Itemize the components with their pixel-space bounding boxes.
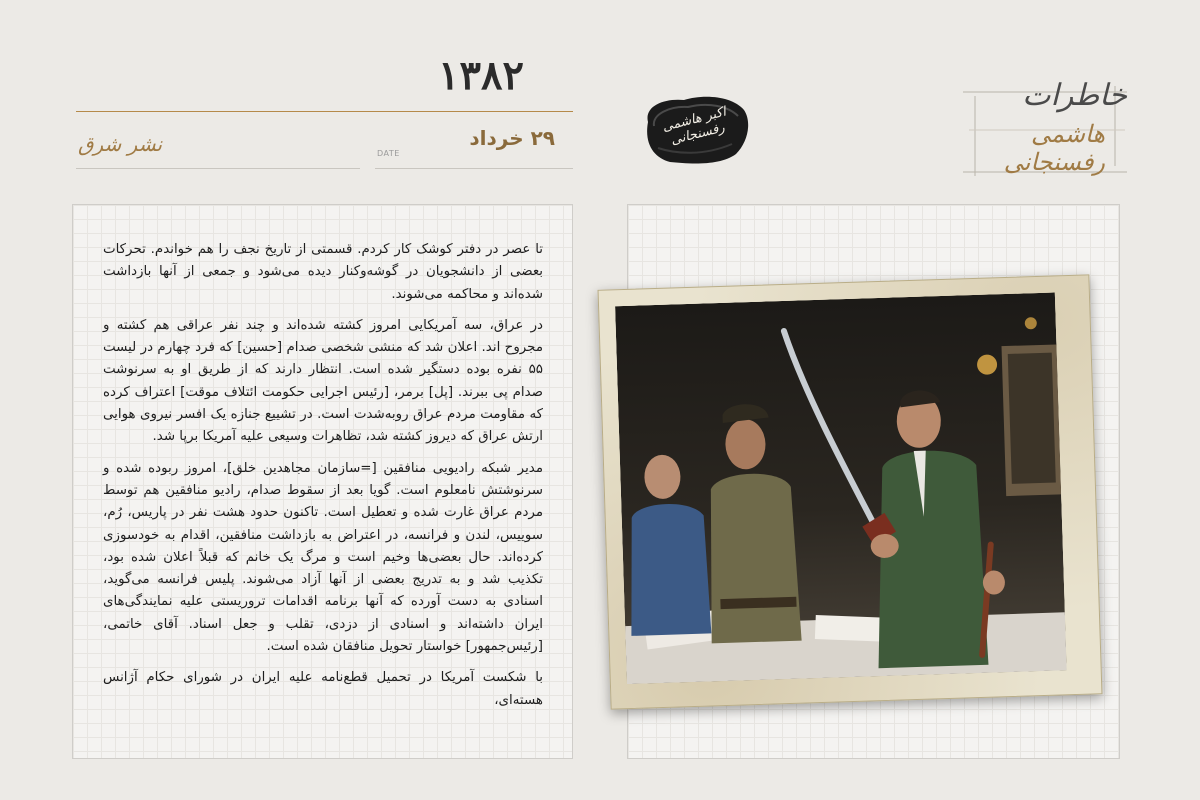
paragraph: تا عصر در دفتر کوشک کار کردم. قسمتی از تاریخ نجف را هم خواندم. تحرکات بعضی از دانشجویان در گوشه‌وکنار دیده می‌شود و جمعی از آنها بازداشت شده‌اند و محاکمه می‌شوند.	[103, 242, 543, 302]
seal-text: اکبر هاشمی رفسنجانی	[660, 104, 728, 149]
brand-subtitle: هاشمی رفسنجانی	[1003, 120, 1105, 176]
date-underline	[76, 168, 360, 169]
vintage-photo-frame	[598, 274, 1103, 709]
date-underline-right	[375, 168, 573, 169]
paragraph: در عراق، سه آمریکایی امروز کشته شده‌اند و چند نفر عراقی هم کشته و مجروح اند. اعلان شد که منشی شخصی صدام [حسین] که فرد چهارم در لیست ۵۵ نفره بوده دستگیر شده است. انتظار دارند که از طریق او به سرنوشت صدام پی ببرند. [پل] برمر، [رئیس اجرایی حکومت ائتلاف موقت] اعتراف کرده که مقاومت مردم عراق روبه‌شدت است. در تشییع جنازه یک افسر نیروی هوایی ارتش عراق که دیروز کشته شد، تظاهرات وسیعی علیه آمریکا برپا شد.	[103, 317, 543, 445]
brand-logo	[955, 70, 1135, 182]
paragraph: مدیر شبکه رادیویی منافقین [=سازمان مجاهدین خلق]، امروز ربوده شده و سرنوشتش نامعلوم است. گویا بعد از سقوط صدام، رادیو منافقین هم توسط مردم عراق غارت شده و تعطیل است. تاکنون حدود هشت نفر در پاریس، رُم، سوییس، لندن و فرانسه، در اعتراض به بازداشت منافقین، اقدام به خودسوزی کرده‌اند. حال بعضی‌ها وخیم است و مرگ یک خانم که قبلاً اعلان شده بود، تکذیب شد و به تدریج بعضی از آنها آزاد می‌شوند. پلیس فرانسه می‌گوید، اسنادی به دست آورده که آنها برنامه اقدامات تروریستی علیه نمایندگی‌های ایران داشته‌اند و اسنادی از دزدی، تقلب و جعل اسناد. آقای خاتمی، [رئیس‌جمهور] خواستار تحویل منافقان شده است.	[103, 460, 543, 655]
signature-seal-logo	[640, 92, 752, 168]
date-day-month: ۲۹ خرداد	[469, 126, 555, 150]
header-divider	[76, 111, 573, 112]
brand-title: خاطرات	[1022, 78, 1127, 113]
article-body	[103, 239, 543, 721]
publisher-logo: نشر شرق	[78, 132, 163, 156]
historical-photo	[615, 292, 1067, 684]
text-panel	[72, 204, 573, 759]
paragraph: با شکست آمریکا در تحمیل قطع‌نامه علیه ایران در شورای حکام آژانس هسته‌ای،	[103, 670, 543, 708]
date-label: DATE	[377, 149, 400, 158]
year-heading: ۱۳۸۲	[438, 52, 524, 99]
